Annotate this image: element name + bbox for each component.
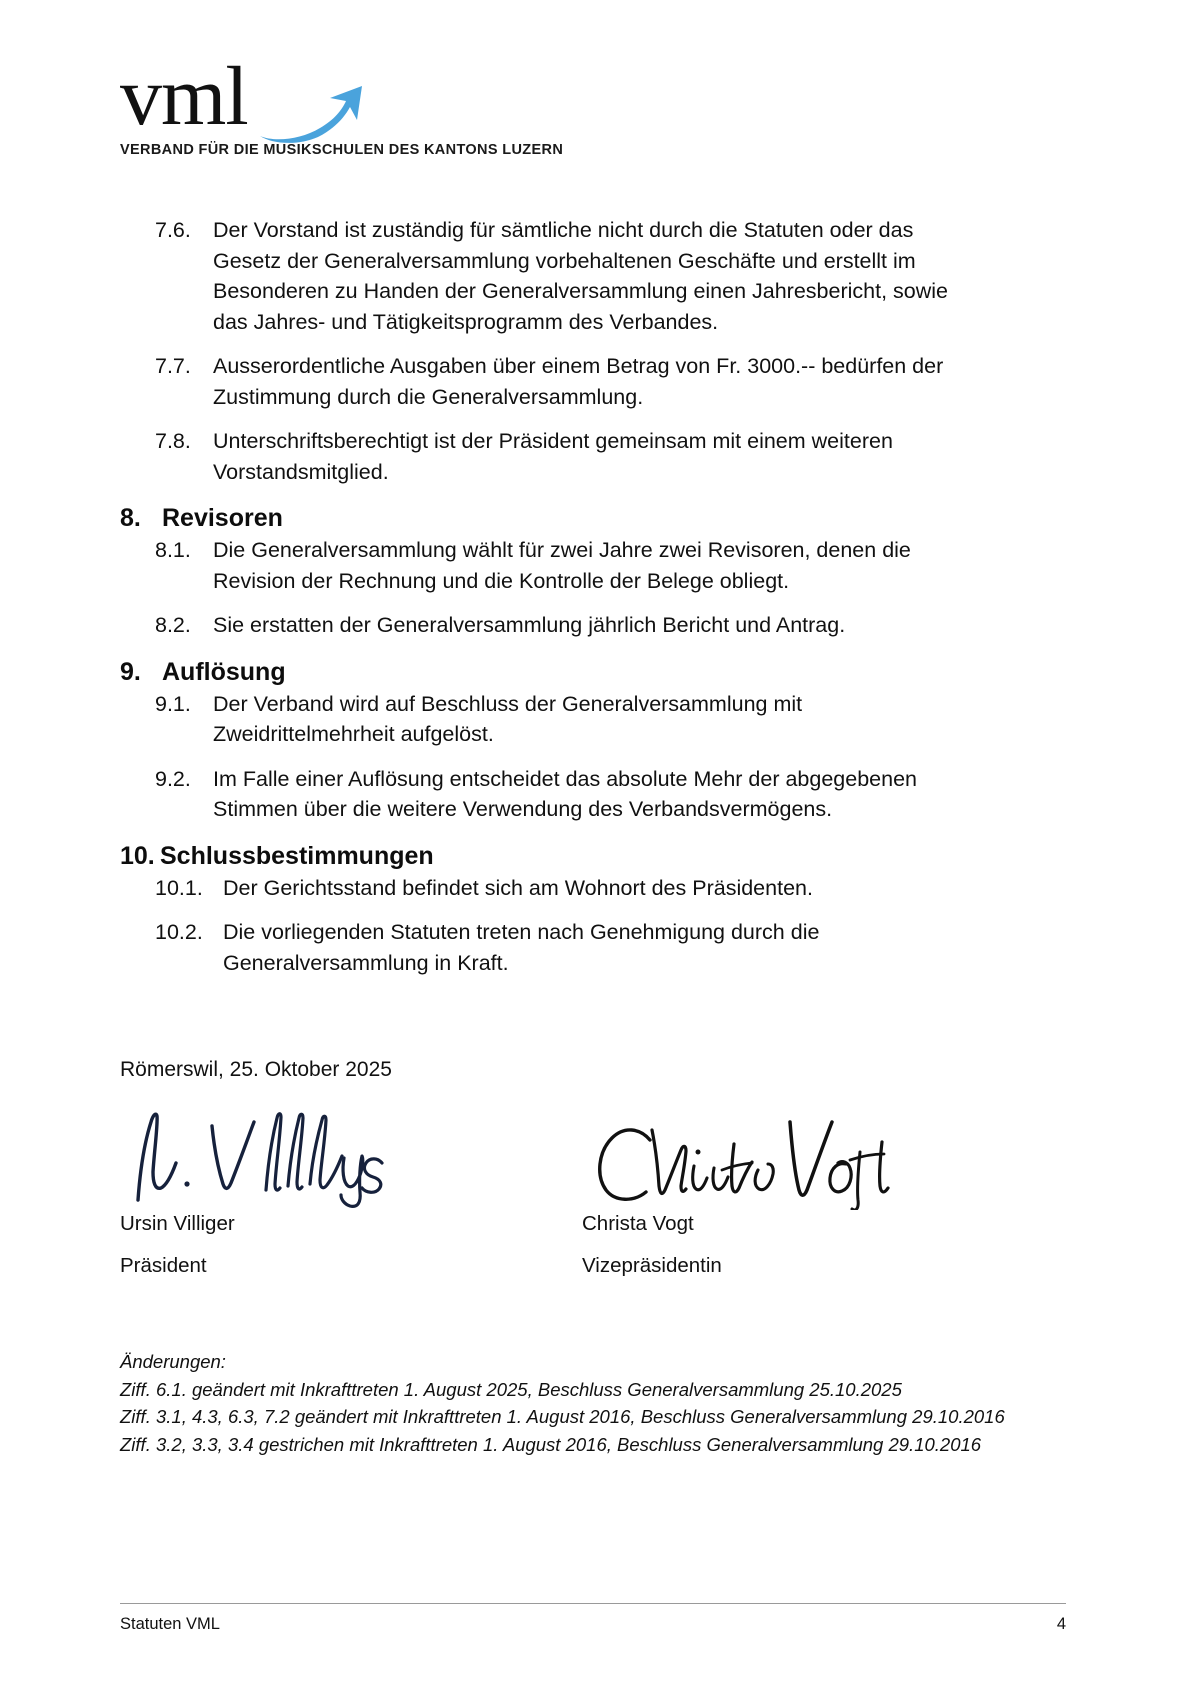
clause-8-2 [0,610,1186,641]
clause-7-7 [0,351,1186,412]
logo-mark [120,50,420,143]
clause-text: Sie erstatten der Generalversammlung jährlich Bericht und Antrag. [213,613,846,637]
handwritten-signature-icon [582,1100,912,1210]
clause-text: Ausserordentliche Ausgaben über einem Betrag von Fr. 3000.-- bedürfen der Zustimmung durch die Generalversammlung. [213,354,944,409]
clause-text: Der Gerichtsstand befindet sich am Wohnort des Präsidenten. [223,875,813,900]
clause-8-1 [0,535,1186,596]
clause-text: Die vorliegenden Statuten treten nach Genehmigung durch die Generalversammlung in Kraft. [223,920,820,975]
clause-number: 10.1. [155,875,203,900]
clause-7-6 [0,215,1186,337]
clause-number: 10.2. [155,920,203,944]
dateline: Römerswil, 25. Oktober 2025 [120,1058,392,1081]
clause-10-1 [0,873,1186,904]
signature-ursin-villiger [120,1100,450,1210]
changes-line: Ziff. 3.2, 3.3, 3.4 gestrichen mit Inkrafttreten 1. August 2016, Beschluss Generalversammlung 29.10.2016 [120,1433,982,1455]
clause-number: 7.7. [155,354,191,378]
changes-line: Ziff. 3.1, 4.3, 6.3, 7.2 geändert mit Inkrafttreten 1. August 2016, Beschluss Generalversammlung 29.10.2016 [120,1406,1005,1427]
document-body [0,215,1186,992]
section-heading-8 [0,501,1186,535]
changes-heading: Änderungen: [120,1351,226,1372]
section-heading-10 [0,839,1186,873]
signature-block-vice-president [582,1100,1002,1280]
clause-9-1 [0,689,1186,750]
section-title: Schlussbestimmungen [160,841,434,870]
section-title: Auflösung [162,657,286,686]
swoosh-arrow-icon [258,84,368,144]
signature-christa-vogt [582,1100,912,1210]
clause-text: Der Vorstand ist zuständig für sämtliche nicht durch die Statuten oder das Gesetz der Generalversammlung vorbehaltenen Geschäfte und erstellt im Besonderen zu Handen der Generalversammlung einen Jahresbericht, sowie das Jahres- und Tätigkeitsprogramm des Verbandes. [213,218,948,334]
logo-wordmark: vml [120,50,248,143]
vml-logo [120,50,640,158]
clause-9-2 [0,764,1186,825]
clause-10-2 [0,917,1186,978]
signatory-role: Vizepräsidentin [582,1254,722,1277]
clause-text: Der Verband wird auf Beschluss der Generalversammlung mit Zweidrittelmehrheit aufgelöst. [213,691,803,746]
signatory-name: Ursin Villiger [120,1212,235,1235]
changes-block [120,1348,1060,1458]
logo-tagline: VERBAND FÜR DIE MUSIKSCHULEN DES KANTONS LUZERN [120,142,564,158]
clause-number: 9.2. [155,766,191,791]
clause-number: 7.6. [155,218,191,242]
clause-number: 9.1. [155,691,191,716]
signatory-role: Präsident [120,1254,207,1277]
section-number: 10. [120,841,155,870]
section-title: Revisoren [162,504,283,532]
section-number: 8. [120,504,141,532]
footer-page-number: 4 [1056,1615,1066,1633]
changes-line: Ziff. 6.1. geändert mit Inkrafttreten 1. August 2025, Beschluss Generalversammlung 25.10.2025 [120,1378,902,1400]
clause-number: 8.1. [155,538,191,562]
footer-divider [120,1603,1066,1604]
page-footer [120,1612,1066,1636]
clause-text: Die Generalversammlung wählt für zwei Jahre zwei Revisoren, denen die Revision der Rechnung und die Kontrolle der Belege obliegt. [213,538,911,593]
section-heading-9 [0,655,1186,689]
signature-area [120,1100,1020,1300]
signature-block-president [120,1100,540,1280]
clause-7-8 [0,426,1186,487]
clause-text: Im Falle einer Auflösung entscheidet das absolute Mehr der abgegebenen Stimmen über die weitere Verwendung des Verbandsvermögens. [213,766,917,821]
clause-number: 7.8. [155,429,191,453]
footer-document-title: Statuten VML [120,1615,220,1633]
clause-number: 8.2. [155,613,191,637]
clause-text: Unterschriftsberechtigt ist der Präsident gemeinsam mit einem weiteren Vorstandsmitglied. [213,429,893,484]
signatory-name: Christa Vogt [582,1212,694,1235]
handwritten-signature-icon [120,1100,450,1210]
section-number: 9. [120,657,141,686]
